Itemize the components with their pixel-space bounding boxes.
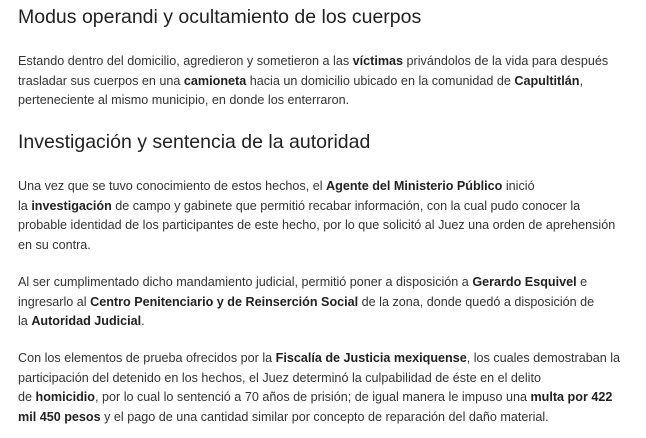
bold-text: Autoridad Judicial <box>31 314 142 328</box>
text-line <box>18 408 646 428</box>
text-run: ingresarlo al <box>18 294 91 309</box>
text-run: de campo y gabinete que permitió recabar información, con la cual pudo conocer la <box>111 198 581 213</box>
text-line <box>18 273 646 293</box>
section-heading-investigacion: Investigación y sentencia de la autoridad <box>18 131 371 153</box>
text-line <box>18 216 646 236</box>
text-run: participación del detenido en los hechos, el Juez determinó la culpabilidad de éste en el delito <box>18 370 541 385</box>
text-line <box>18 197 646 217</box>
bold-text: multa por 422 <box>530 390 613 404</box>
bold-text: investigación <box>31 198 112 213</box>
bold-text: Agente del Ministerio Público <box>326 179 503 193</box>
text-run: inició <box>502 179 535 193</box>
bold-text: mil 450 pesos <box>18 409 101 424</box>
text-line <box>18 293 646 313</box>
paragraph-detencion <box>18 273 646 332</box>
text-run: Al ser cumplimentado dicho mandamiento judicial, permitió poner a disposición a <box>18 275 473 289</box>
text-run: , por lo cual lo sentenció a 70 años de prisión; de igual manera le impuso una <box>95 390 531 404</box>
bold-text: Fiscalía de Justicia mexiquense <box>275 351 467 365</box>
text-run: probable identidad de los participantes de este hecho, por lo que solicitó al Juez una orden de aprehensión <box>18 218 616 232</box>
text-line <box>18 91 646 111</box>
bold-text: víctimas <box>352 54 404 68</box>
text-line <box>18 236 646 256</box>
section-heading-modus-operandi: Modus operandi y ocultamiento de los cuerpos <box>18 6 422 28</box>
text-run: e <box>576 275 588 289</box>
text-run: la <box>18 314 32 328</box>
text-run: de <box>18 390 36 404</box>
bold-text: Centro Penitenciario y de Reinserción Social <box>90 294 359 309</box>
text-run: y el pago de una cantidad similar por concepto de reparación del daño material. <box>100 409 549 424</box>
text-run: , los cuales demostraban la <box>466 351 621 365</box>
text-run: Con los elementos de prueba ofrecidos por la <box>18 351 276 365</box>
bold-text: homicidio <box>35 390 95 404</box>
text-line <box>18 349 646 369</box>
text-run: hacia un domicilio ubicado en la comunidad de <box>246 73 515 88</box>
text-run: trasladar sus cuerpos en una <box>18 73 184 88</box>
text-line <box>18 388 646 408</box>
text-line <box>18 72 646 92</box>
text-line <box>18 312 646 332</box>
text-run: en su contra. <box>18 237 91 252</box>
text-run: , <box>579 73 583 88</box>
text-line <box>18 369 646 389</box>
text-line <box>18 52 646 72</box>
text-run: privándolos de la vida para después <box>403 54 609 68</box>
text-run: de la zona, donde quedó a disposición de <box>358 294 595 309</box>
bold-text: Gerardo Esquivel <box>472 275 577 289</box>
text-run: Una vez que se tuvo conocimiento de estos hechos, el <box>18 179 327 193</box>
paragraph-investigacion <box>18 177 646 255</box>
text-run: perteneciente al mismo municipio, en donde los enterraron. <box>18 93 350 107</box>
text-run: . <box>141 314 145 328</box>
paragraph-modus-operandi <box>18 52 646 111</box>
text-run: Estando dentro del domicilio, agredieron y sometieron a las <box>18 54 353 68</box>
text-run: la <box>18 198 32 213</box>
text-line <box>18 177 646 197</box>
bold-text: Capultitlán <box>514 73 580 88</box>
bold-text: camioneta <box>183 73 247 88</box>
paragraph-sentencia <box>18 349 646 427</box>
